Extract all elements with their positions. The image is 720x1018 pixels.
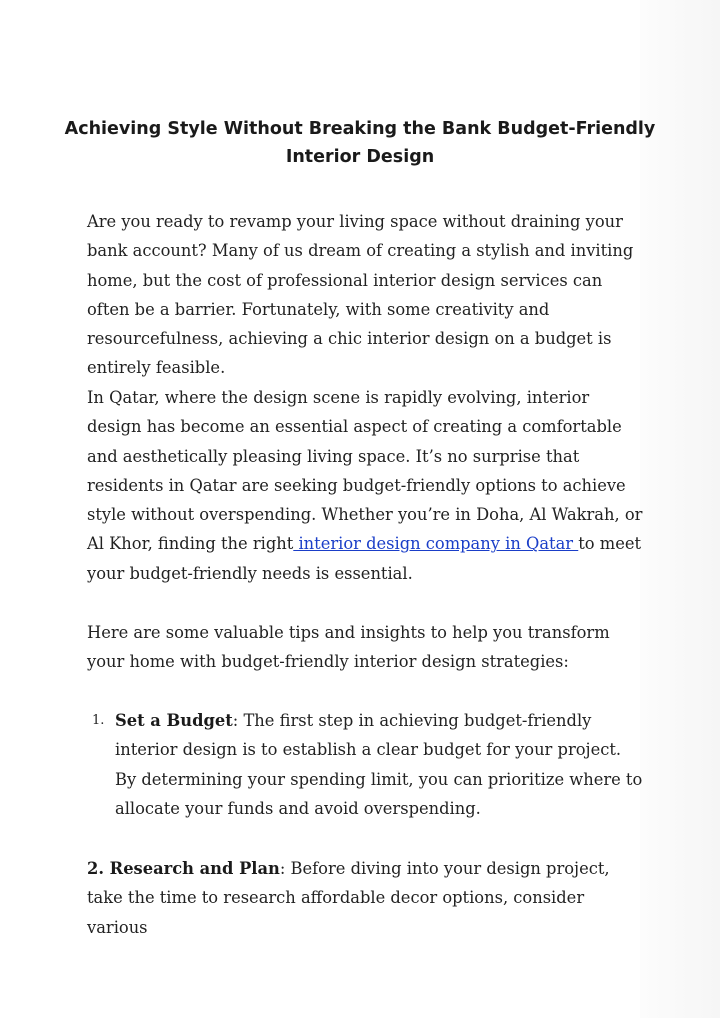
interior-design-company-link[interactable]: interior design company in Qatar bbox=[293, 534, 579, 554]
research-plan-heading: 2. Research and Plan bbox=[87, 859, 280, 878]
list-item-text: : The first step in achieving budget-friendly interior design is to establish a clear budget for your project. By determining your spending limit, you can prioritize where to allocate your funds and avoid overspending. bbox=[115, 711, 643, 818]
research-plan-paragraph bbox=[87, 854, 647, 942]
intro-paragraph: Are you ready to revamp your living space without draining your bank account? Many of us dream of creating a stylish and inviting home, but the cost of professional interior design services can often be a barrier. Fortunately, with some creativity and resourcefulness, achieving a chic interior design on a budget is entirely feasible. bbox=[87, 212, 634, 378]
qatar-paragraph-text-after: to meet your budget-friendly needs is essential. bbox=[87, 534, 642, 583]
list-item bbox=[87, 706, 647, 823]
qatar-paragraph bbox=[87, 383, 647, 588]
research-plan-text: : Before diving into your design project, take the time to research affordable decor options, consider various bbox=[87, 859, 610, 937]
qatar-paragraph-text-before: In Qatar, where the design scene is rapidly evolving, interior design has become an essential aspect of creating a comfortable and aesthetically pleasing living space. It’s no surprise that residents in Qatar are seeking budget-friendly options to achieve style without overspending. Whether you’re in Doha, Al Wakrah, or Al Khor, finding the right bbox=[87, 388, 643, 554]
tips-list bbox=[87, 706, 647, 823]
list-item-heading: Set a Budget bbox=[115, 711, 233, 730]
tips-intro-paragraph: Here are some valuable tips and insights to help you transform your home with budget-friendly interior design strategies: bbox=[87, 623, 610, 672]
list-item-number: 1. bbox=[92, 713, 105, 728]
document-title: Achieving Style Without Breaking the Bank Budget-Friendly Interior Design bbox=[64, 119, 656, 167]
